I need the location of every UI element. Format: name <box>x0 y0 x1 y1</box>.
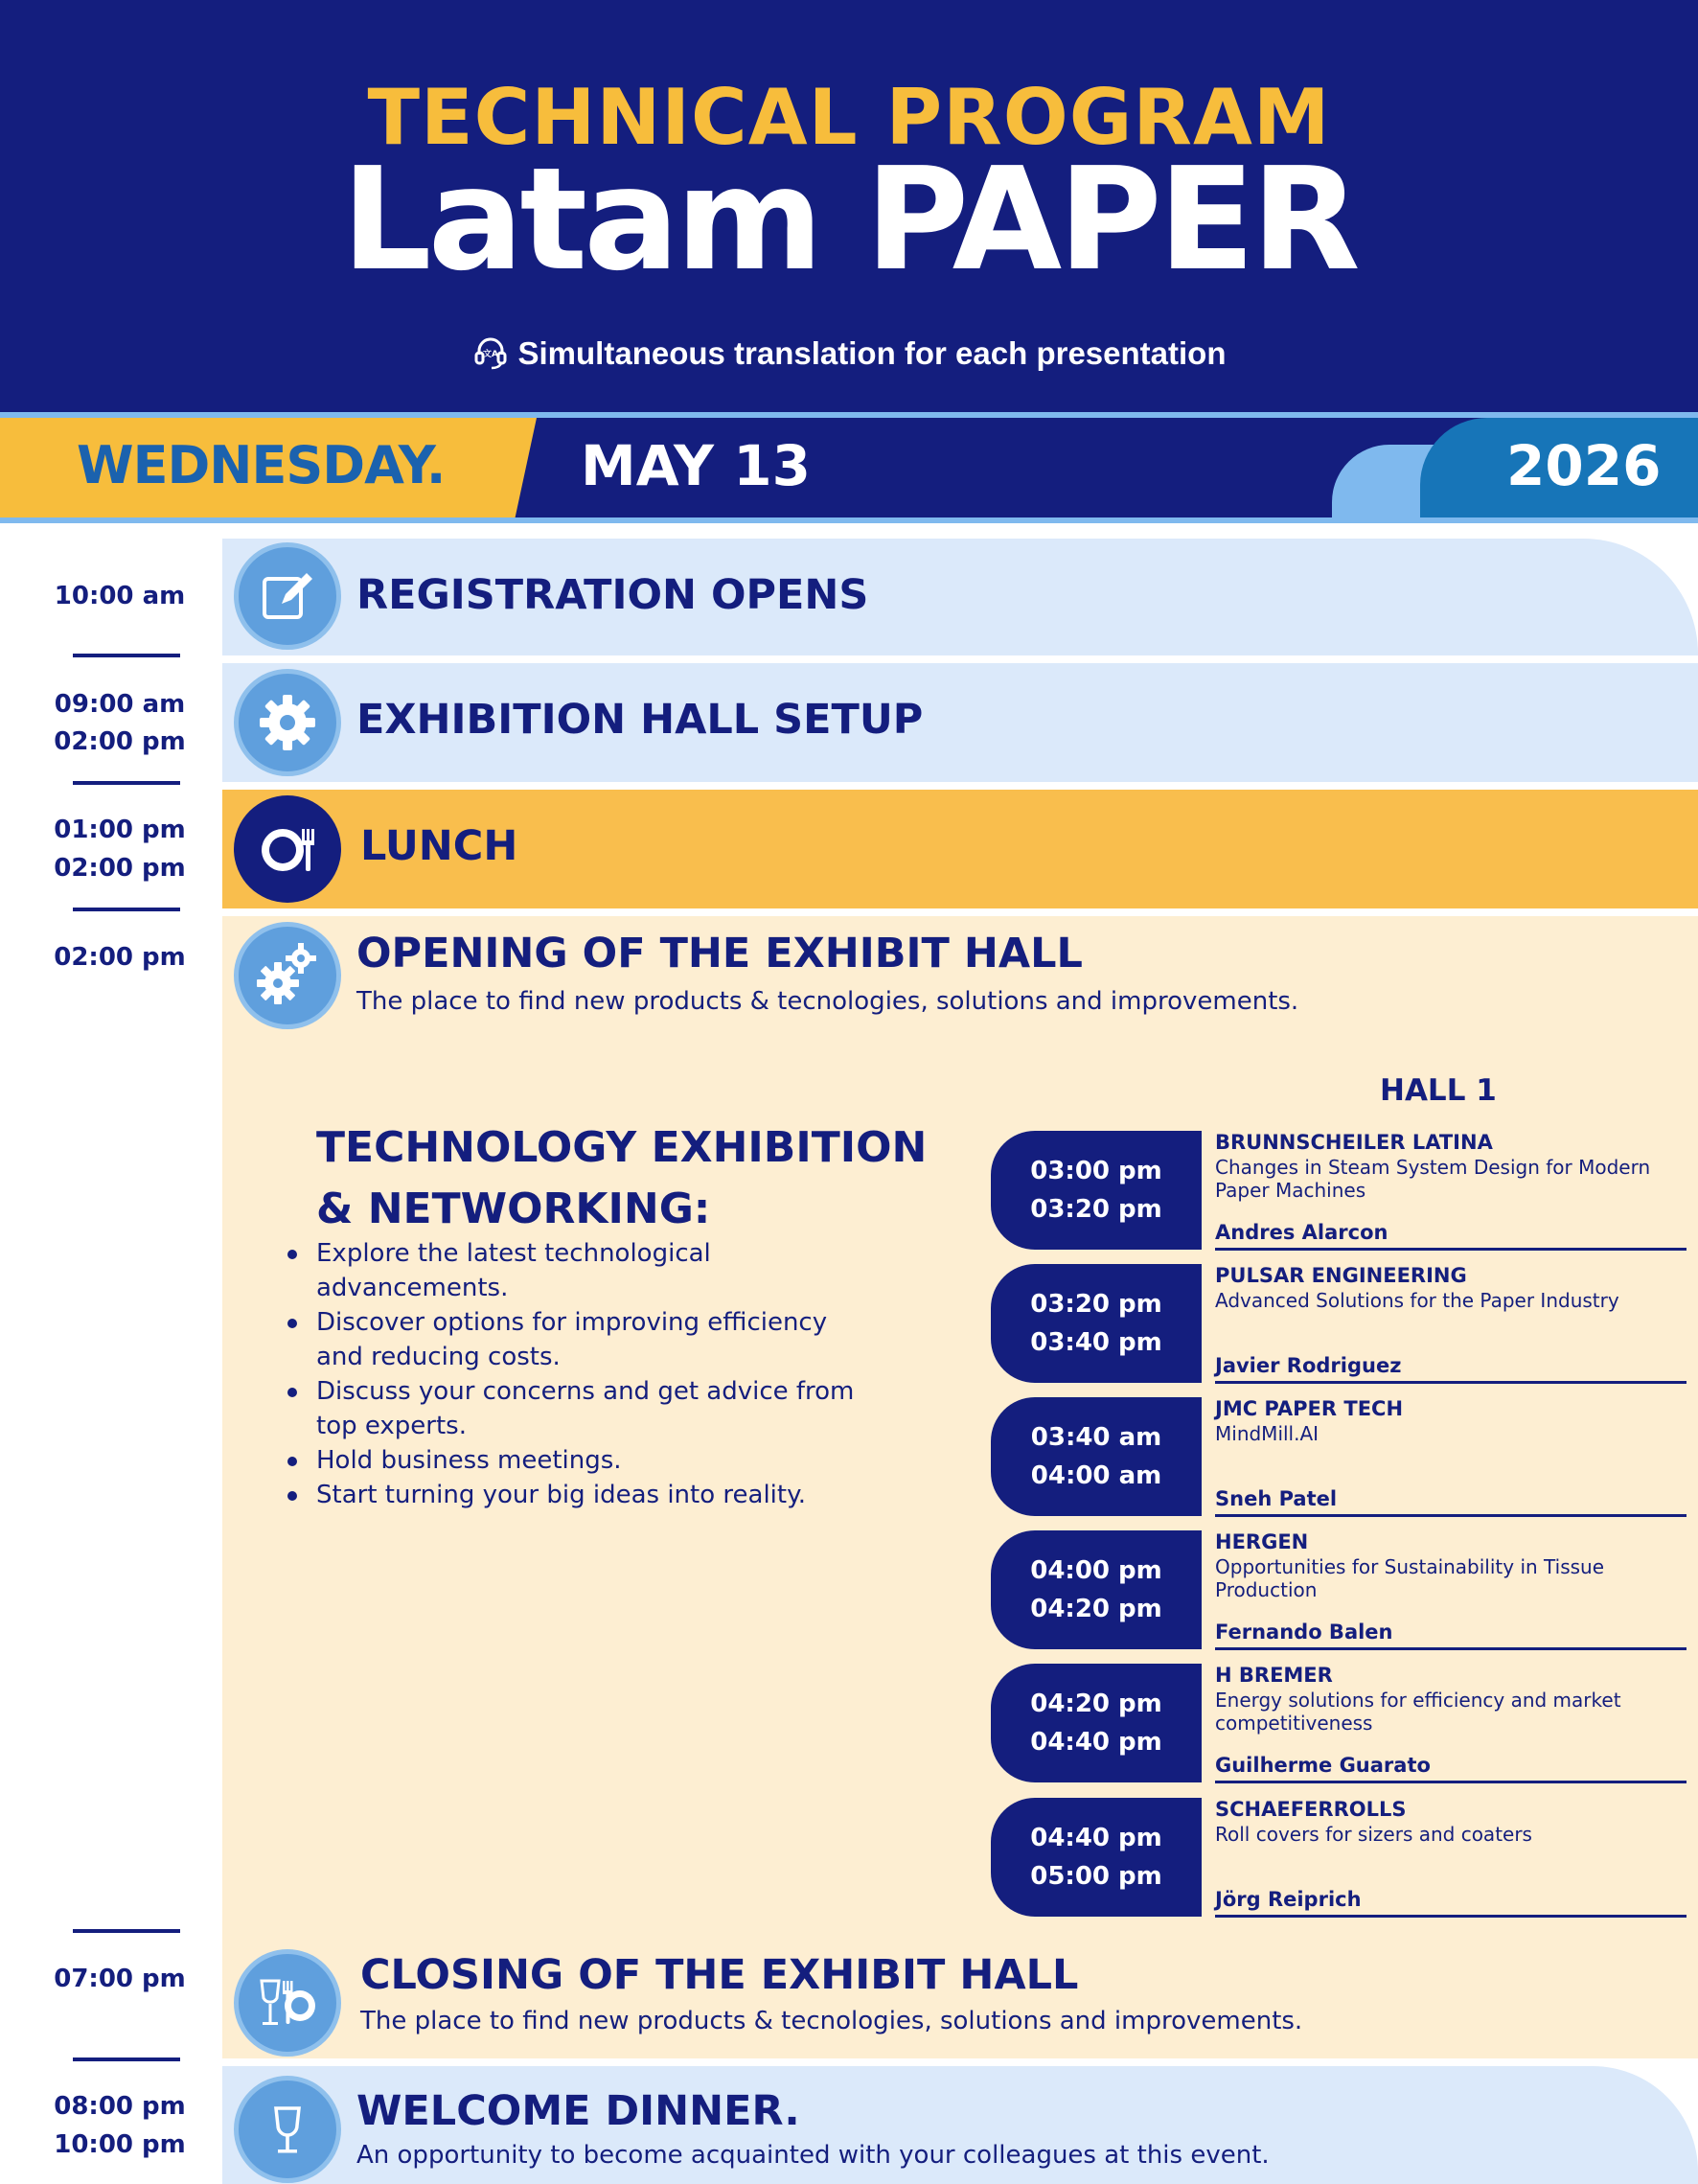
edit-icon <box>234 542 341 650</box>
session-slot <box>991 1131 1687 1250</box>
session-start: 04:20 pm <box>1030 1690 1162 1718</box>
dinner-time-end: 10:00 pm <box>54 2130 186 2159</box>
session-divider <box>1215 1781 1687 1783</box>
gears-icon <box>234 922 341 1029</box>
session-company: SCHAEFERROLLS <box>1215 1798 1407 1821</box>
wine-glass-icon <box>234 2076 341 2183</box>
session-start: 04:00 pm <box>1030 1556 1162 1585</box>
session-time-box <box>991 1397 1202 1516</box>
setup-time-end: 02:00 pm <box>54 727 186 756</box>
session-speaker: Andres Alarcon <box>1215 1221 1388 1244</box>
plate-fork-icon <box>234 795 341 903</box>
lunch-time-start: 01:00 pm <box>54 816 186 844</box>
closing-subtitle: The place to find new products & tecnologies, solutions and improvements. <box>360 2007 1303 2035</box>
timeline-divider <box>73 1929 180 1933</box>
date-bar <box>0 412 1698 523</box>
exhibition-title-line1: TECHNOLOGY EXHIBITION <box>316 1123 928 1172</box>
event-title: Latam PAPER <box>341 137 1357 302</box>
opening-subtitle: The place to find new products & tecnologies, solutions and improvements. <box>356 987 1299 1016</box>
session-start: 03:20 pm <box>1030 1290 1162 1319</box>
session-talk: MindMill.AI <box>1215 1422 1319 1445</box>
bullet-item: Explore the latest technological advancements. <box>287 1236 862 1305</box>
session-time-box <box>991 1131 1202 1250</box>
gear-icon <box>234 669 341 776</box>
opening-time: 02:00 pm <box>54 943 186 972</box>
session-talk: Opportunities for Sustainability in Tissue Production <box>1215 1555 1605 1601</box>
date-label: MAY 13 <box>581 433 811 498</box>
session-end: 03:40 pm <box>1030 1328 1162 1357</box>
registration-time: 10:00 am <box>54 582 186 610</box>
lunch-time-end: 02:00 pm <box>54 854 186 883</box>
session-speaker: Jörg Reiprich <box>1215 1888 1362 1911</box>
dinner-title: WELCOME DINNER. <box>356 2087 800 2135</box>
bullet-item: Start turning your big ideas into reality. <box>287 1478 862 1512</box>
session-slot <box>991 1397 1687 1516</box>
session-speaker: Javier Rodriguez <box>1215 1354 1402 1377</box>
bullet-item: Discuss your concerns and get advice from top experts. <box>287 1374 862 1443</box>
translation-text: Simultaneous translation for each presentation <box>517 335 1227 371</box>
opening-title: OPENING OF THE EXHIBIT HALL <box>356 930 1083 977</box>
setup-time-start: 09:00 am <box>54 690 186 719</box>
session-company: H BREMER <box>1215 1664 1333 1687</box>
session-slot <box>991 1664 1687 1782</box>
session-speaker: Sneh Patel <box>1215 1487 1338 1510</box>
translation-note <box>0 333 1698 372</box>
bullet-item: Hold business meetings. <box>287 1443 862 1478</box>
session-company: BRUNNSCHEILER LATINA <box>1215 1131 1493 1154</box>
svg-text:文A: 文A <box>482 350 498 359</box>
session-divider <box>1215 1381 1687 1384</box>
lunch-title: LUNCH <box>360 822 518 870</box>
session-divider <box>1215 1915 1687 1918</box>
timeline-divider <box>73 908 180 911</box>
session-time-box <box>991 1798 1202 1917</box>
timeline-divider <box>73 2058 180 2061</box>
dinner-icon <box>234 1949 341 2057</box>
session-end: 03:20 pm <box>1030 1195 1162 1224</box>
bullet-item: Discover options for improving efficiency and reducing costs. <box>287 1305 862 1374</box>
registration-title: REGISTRATION OPENS <box>356 571 869 619</box>
exhibition-bullets <box>287 1236 862 1512</box>
session-talk: Advanced Solutions for the Paper Industry <box>1215 1289 1619 1312</box>
session-divider <box>1215 1647 1687 1650</box>
session-end: 05:00 pm <box>1030 1862 1162 1891</box>
session-slot <box>991 1264 1687 1383</box>
timeline-divider <box>73 654 180 657</box>
session-start: 03:00 pm <box>1030 1157 1162 1185</box>
session-start: 04:40 pm <box>1030 1824 1162 1852</box>
closing-title: CLOSING OF THE EXHIBIT HALL <box>360 1951 1079 1999</box>
session-company: PULSAR ENGINEERING <box>1215 1264 1467 1287</box>
dinner-time-start: 08:00 pm <box>54 2092 186 2121</box>
weekday-label: WEDNESDAY. <box>77 435 446 495</box>
session-end: 04:00 am <box>1030 1461 1162 1490</box>
session-slot <box>991 1530 1687 1649</box>
session-divider <box>1215 1248 1687 1251</box>
dinner-subtitle: An opportunity to become acquainted with your colleagues at this event. <box>356 2141 1270 2170</box>
session-speaker: Fernando Balen <box>1215 1621 1393 1644</box>
exhibition-title <box>316 1117 927 1240</box>
headset-icon <box>472 333 509 370</box>
session-time-box <box>991 1264 1202 1383</box>
session-time-box <box>991 1664 1202 1782</box>
session-talk: Energy solutions for efficiency and market competitiveness <box>1215 1689 1621 1735</box>
session-speaker: Guilherme Guarato <box>1215 1754 1431 1777</box>
session-slot <box>991 1798 1687 1917</box>
closing-time: 07:00 pm <box>54 1965 186 1993</box>
session-company: JMC PAPER TECH <box>1215 1397 1404 1420</box>
exhibition-title-line2: & NETWORKING: <box>316 1184 711 1233</box>
session-talk: Changes in Steam System Design for Modern Paper Machines <box>1215 1156 1651 1202</box>
session-end: 04:20 pm <box>1030 1595 1162 1623</box>
session-end: 04:40 pm <box>1030 1728 1162 1757</box>
session-talk: Roll covers for sizers and coaters <box>1215 1823 1532 1846</box>
setup-title: EXHIBITION HALL SETUP <box>356 696 924 744</box>
timeline-divider <box>73 781 180 785</box>
hall-label: HALL 1 <box>1380 1073 1497 1108</box>
session-time-box <box>991 1530 1202 1649</box>
session-start: 03:40 am <box>1030 1423 1162 1452</box>
year-label: 2026 <box>1506 433 1662 498</box>
session-divider <box>1215 1514 1687 1517</box>
session-company: HERGEN <box>1215 1530 1309 1553</box>
program-title: TECHNICAL PROGRAM <box>367 73 1331 162</box>
